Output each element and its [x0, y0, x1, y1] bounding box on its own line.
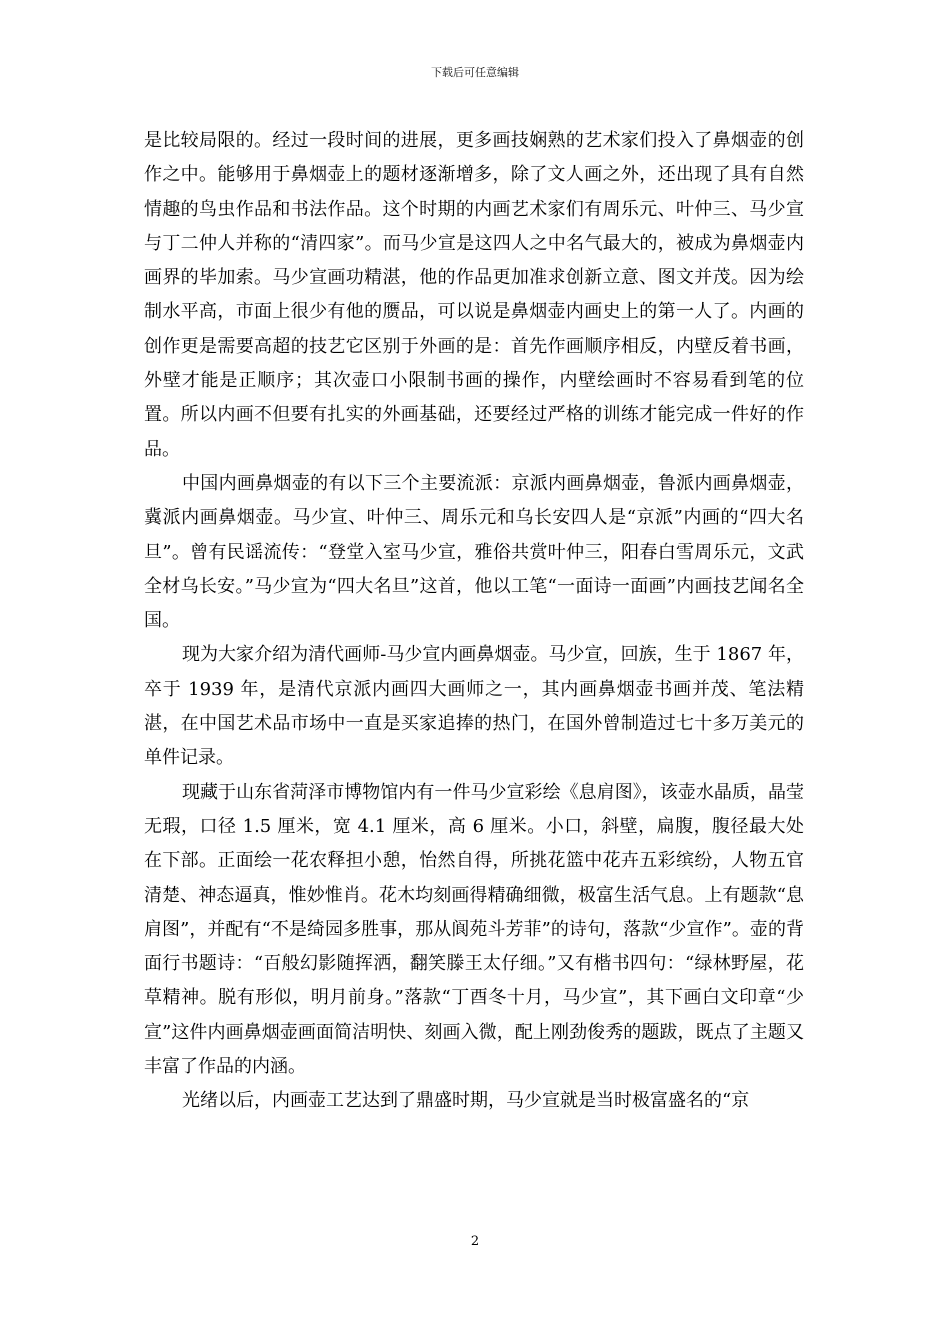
document-body: [144, 124, 804, 1119]
page-number: 2: [470, 1234, 480, 1249]
body-paragraph: 光绪以后，内画壶工艺达到了鼎盛时期，马少宣就是当时极富盛名的“京: [182, 1090, 750, 1112]
body-paragraph: 现藏于山东省菏泽市博物馆内有一件马少宣彩绘《息肩图》，该壶水晶质，晶莹无瑕，口径 1.5 厘米，宽 4.1 厘米，高 6 厘米。小口，斜壁，扁腹，腹径最大处在下部。正面绘一花农释担小憩，怡然自得，所挑花篮中花卉五彩缤纷，人物五官清楚、神态逼真，惟妙惟肖。花木均刻画得精确细微，极富生活气息。上有题款“息肩图”，并配有“不是绮园多胜事，那从阆苑斗芳菲”的诗句，落款“少宣作”。壶的背面行书题诗：“百般幻影随挥洒，翻笑滕王太仔细。”又有楷书四句：“绿林野屋，花草精神。脱有形似，明月前身。”落款“丁酉冬十月，马少宣”，其下画白文印章“少宣”这件内画鼻烟壶画面简洁明快、刻画入微，配上刚劲俊秀的题跋，既点了主题又丰富了作品的内涵。: [144, 781, 804, 1078]
body-paragraph: 现为大家介绍为清代画师-马少宣内画鼻烟壶。马少宣，回族，生于 1867 年，卒于 1939 年，是清代京派内画四大画师之一，其内画鼻烟壶书画并茂、笔法精湛，在中国艺术品市场中一直是买家追捧的热门，在国外曾制造过七十多万美元的单件记录。: [144, 644, 804, 769]
body-paragraph: 中国内画鼻烟壶的有以下三个主要流派：京派内画鼻烟壶，鲁派内画鼻烟壶，冀派内画鼻烟壶。马少宣、叶仲三、周乐元和乌长安四人是“京派”内画的“四大名旦”。曾有民谣流传：“登堂入室马少宣，雅俗共赏叶仲三，阳春白雪周乐元，文武全材乌长安。”马少宣为“四大名旦”这首，他以工笔“一面诗一面画”内画技艺闻名全国。: [144, 472, 804, 632]
page-header: 下载后可任意编辑: [431, 66, 519, 79]
body-paragraph: 是比较局限的。经过一段时间的进展，更多画技娴熟的艺术家们投入了鼻烟壶的创作之中。能够用于鼻烟壶上的题材逐渐增多，除了文人画之外，还出现了具有自然情趣的鸟虫作品和书法作品。这个时期的内画艺术家们有周乐元、叶仲三、马少宣与丁二仲人并称的“清四家”。而马少宣是这四人之中名气最大的，被成为鼻烟壶内画界的毕加索。马少宣画功精湛，他的作品更加准求创新立意、图文并茂。因为绘制水平高，市面上很少有他的赝品，可以说是鼻烟壶内画史上的第一人了。内画的创作更是需要高超的技艺它区别于外画的是：首先作画顺序相反，内壁反着书画，外壁才能是正顺序；其次壶口小限制书画的操作，内壁绘画时不容易看到笔的位置。所以内画不但要有扎实的外画基础，还要经过严格的训练才能完成一件好的作品。: [144, 130, 804, 460]
